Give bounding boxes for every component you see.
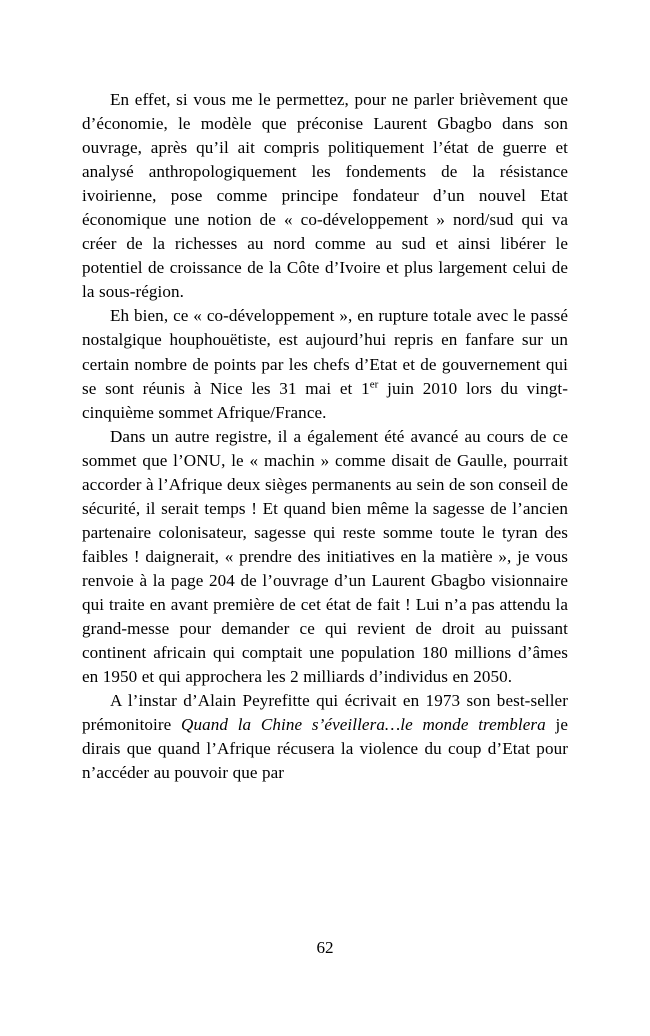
body-paragraph-4: A l’instar d’Alain Peyrefitte qui écrivait en 1973 son best-seller prémonitoire Quand la Chine s’éveillera…le monde tremblera je dirais que quand l’Afrique récusera la violence du coup d’Etat pour n’accéder au pouvoir que par [82,691,568,783]
page-body-text [82,88,568,785]
book-title-italic: Quand la Chine s’éveillera…le monde tremblera [181,715,546,735]
body-paragraph-3: Dans un autre registre, il a également été avancé au cours de ce sommet que l’ONU, le « machin » comme disait de Gaulle, pourrait accorder à l’Afrique deux sièges permanents au sein de son conseil de sécurité, il serait temps ! Et quand bien même la sagesse de l’ancien partenaire colonisateur, sagesse qui reste somme toute le tyran des faibles ! daignerait, « prendre des initiatives en la matière », je vous renvoie à la page 204 de l’ouvrage d’un Laurent Gbagbo visionnaire qui traite en avant première de cet état de fait ! Lui n’a pas attendu la grand-messe pour demander ce qui revient de droit au puissant continent africain qui comptait une population 180 millions d’âmes en 1950 et qui approchera les 2 milliards d’individus en 2050. [82,426,568,687]
body-paragraph-2: Eh bien, ce « co-développement », en rupture totale avec le passé nostalgique houphouëtiste, est aujourd’hui repris en fanfare sur un certain nombre de points par les chefs d’Etat et de gouvernement qui se sont réunis à Nice les 31 mai et 1er juin 2010 lors du vingt-cinquième sommet Afrique/France. [82,306,569,422]
page-number: 62 [316,938,334,957]
ordinal-suffix: er [369,377,379,390]
body-paragraph-1: En effet, si vous me le permettez, pour ne parler brièvement que d’économie, le modèle que préconise Laurent Gbagbo dans son ouvrage, après qu’il ait compris politiquement l’état de guerre et analysé anthropologiquement les fondements de la résistance ivoirienne, pose comme principe fondateur d’un nouvel Etat économique une notion de « co-développement » nord/sud qui va créer de la richesses au nord comme au sud et ainsi libérer le potentiel de croissance de la Côte d’Ivoire et plus largement celui de la sous-région. [82,90,568,302]
